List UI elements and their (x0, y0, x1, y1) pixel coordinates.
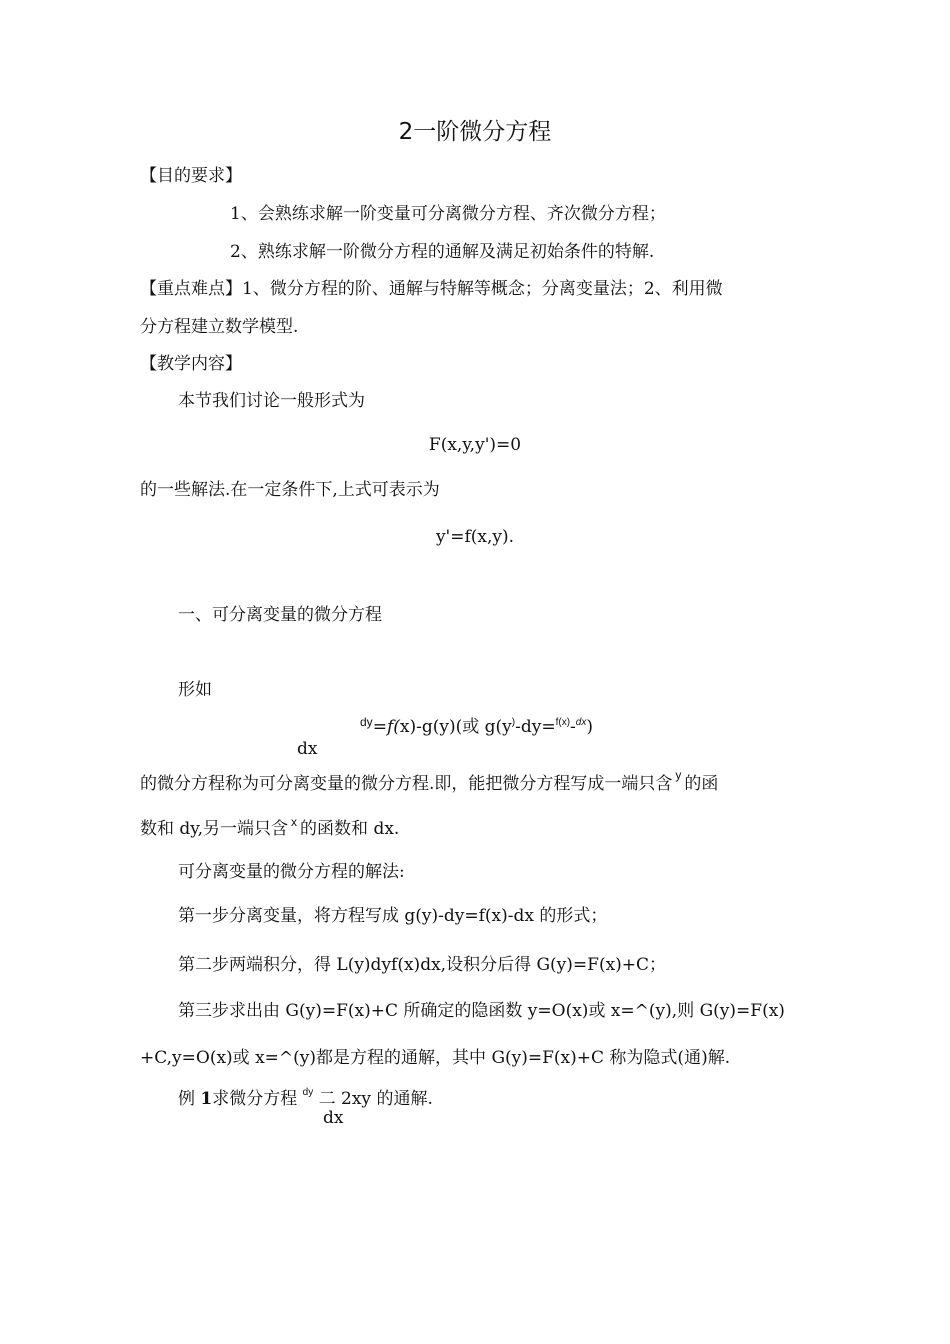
section-1-title: 一、可分离变量的微分方程 (178, 605, 382, 625)
section-heading-content: 【教学内容】 (140, 354, 242, 374)
key-points-line-2: 分方程建立数学模型. (140, 317, 299, 337)
example-frac-numerator: dy (302, 1087, 314, 1098)
intro-text: 本节我们讨论一般形式为 (178, 391, 365, 411)
page-title: 2一阶微分方程 (398, 119, 552, 145)
goal-item-2: 2、熟练求解一阶微分方程的通解及满足初始条件的特解. (230, 242, 655, 262)
variable-y: y (675, 768, 682, 782)
step-2: 第二步两端积分，得 L(y)dyf(x)dx,设积分后得 G(y)=F(x)+C； (178, 955, 667, 975)
step-1: 第一步分离变量，将方程写成 g(y)-dy=f(x)-dx 的形式； (178, 906, 608, 926)
method-title: 可分离变量的微分方程的解法: (178, 862, 405, 882)
intro-text-2: 的一些解法.在一定条件下,上式可表示为 (140, 480, 440, 500)
separable-equation: $^{dy}$=f(x)-g(y)(或 g(y)-dy=$^{f(x)}$-$^{dx}$) (360, 715, 593, 737)
section-heading-goals: 【目的要求】 (140, 166, 242, 186)
definition-line-2: 数和 dy,另一端只含 $^x$ 的函数和 dx. (140, 815, 400, 839)
variable-x: x (291, 815, 298, 829)
goal-item-1: 1、会熟练求解一阶变量可分离微分方程、齐次微分方程； (230, 204, 666, 224)
form-label: 形如 (178, 680, 212, 700)
separable-eq-denominator: dx (297, 739, 318, 759)
key-points-line-1: 【重点难点】1、微分方程的阶、通解与特解等概念；分离变量法；2、利用微 (140, 279, 723, 299)
example-frac-denominator: dx (323, 1108, 344, 1128)
equation-general: F(x,y,y')=0 (428, 435, 522, 455)
step-3-line-2: +C,y=O(x)或 x=^(y)都是方程的通解，其中 G(y)=F(x)+C 称为隐式(通)解. (140, 1048, 731, 1068)
equation-explicit: y'=f(x,y). (435, 527, 515, 547)
definition-line-1: 的微分方程称为可分离变量的微分方程.即，能把微分方程写成一端只含 $^y$ 的函 (140, 768, 719, 794)
step-3-line-1: 第三步求出由 G(y)=F(x)+C 所确定的隐函数 y=O(x)或 x=^(y),则 G(y)=F(x) (178, 1001, 785, 1021)
separable-eq-numerator: dy (360, 715, 373, 729)
example-1: 例 1求微分方程 $^{dy}$ 二 2xy 的通解. (178, 1087, 433, 1109)
